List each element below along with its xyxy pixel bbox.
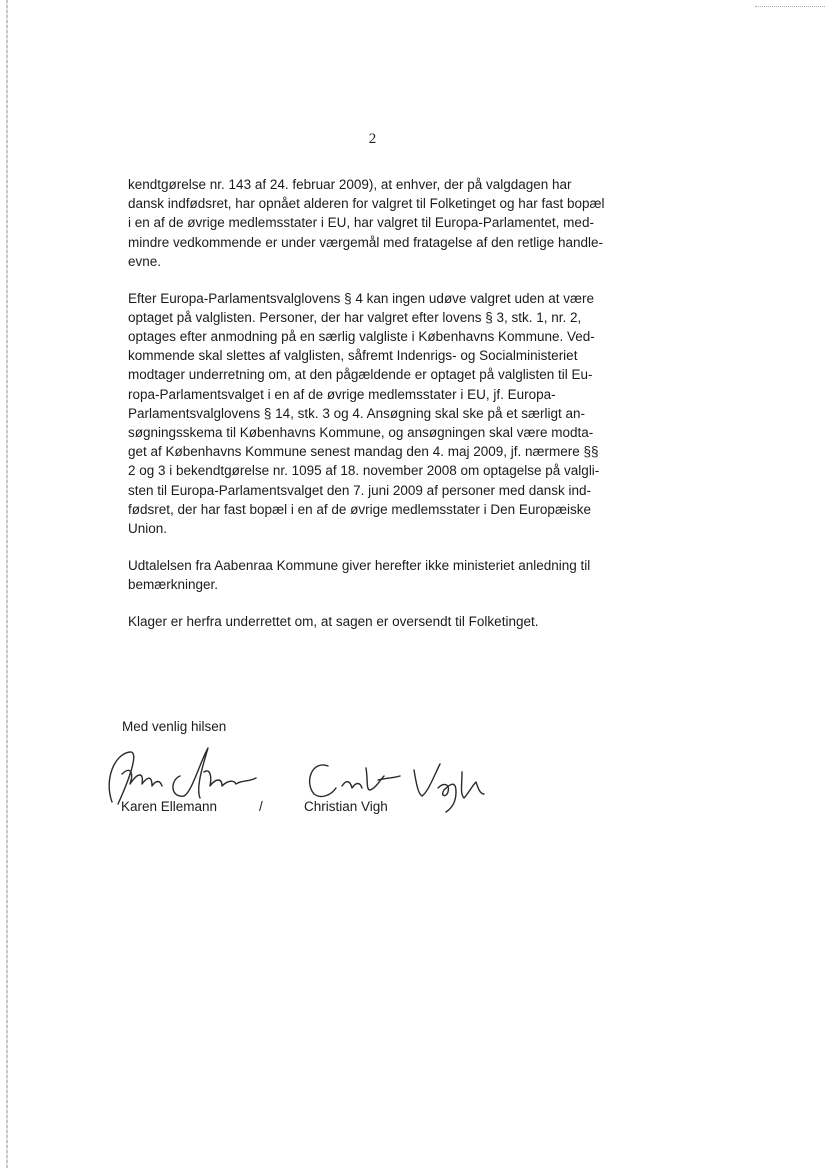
paragraph-eligibility xyxy=(128,175,608,271)
page-number: 2 xyxy=(368,131,377,147)
signatory-name: Karen Ellemann xyxy=(121,799,218,814)
letter-body xyxy=(128,175,608,648)
text-line: søgningsskema til Københavns Kommune, og ansøgningen skal være modta- xyxy=(128,424,594,440)
closing-salutation: Med venlig hilsen xyxy=(122,719,227,734)
signature-karen-ellemann xyxy=(109,748,256,804)
text-line: 2 og 3 i bekendtgørelse nr. 1095 af 18. november 2008 om optagelse på valgli- xyxy=(128,463,600,479)
paragraph-notice xyxy=(128,612,608,631)
text-line: Udtalelsen fra Aabenraa Kommune giver herefter ikke ministeriet anledning til xyxy=(128,557,591,573)
paragraph-statement xyxy=(128,556,608,594)
signatory-separator: / xyxy=(259,799,263,814)
text-line: Efter Europa-Parlamentsvalglovens § 4 kan ingen udøve valgret uden at være xyxy=(128,290,595,306)
text-line: ropa-Parlamentsvalget i en af de øvrige medlemsstater i EU, jf. Europa- xyxy=(128,386,556,402)
text-line: evne. xyxy=(128,253,162,269)
signatory-name: Christian Vigh xyxy=(304,799,388,814)
text-line: dansk indfødsret, har opnået alderen for valgret til Folketinget og har fast bopæl xyxy=(128,196,605,212)
text-line: optages efter anmodning på en særlig valgliste i Københavns Kommune. Ved- xyxy=(128,328,595,344)
text-line: i en af de øvrige medlemsstater i EU, har valgret til Europa-Parlamentet, med- xyxy=(128,215,594,231)
scan-edge-top xyxy=(755,6,825,8)
text-line: Klager er herfra underrettet om, at sagen er oversendt til Folketinget. xyxy=(128,613,539,629)
text-line: fødsret, der har fast bopæl i en af de øvrige medlemsstater i Den Europæiske xyxy=(128,501,591,517)
text-line: sten til Europa-Parlamentsvalget den 7. juni 2009 af personer med dansk ind- xyxy=(128,482,592,498)
text-line: modtager underretning om, at den pågældende er optaget på valglisten til Eu- xyxy=(128,367,593,383)
text-line: bemærkninger. xyxy=(128,576,219,592)
text-line: Union. xyxy=(128,520,168,536)
text-line: mindre vedkommende er under værgemål med fratagelse af den retlige handle- xyxy=(128,234,604,250)
text-line: optaget på valglisten. Personer, der har valgret efter lovens § 3, stk. 1, nr. 2, xyxy=(128,309,582,325)
paragraph-registration xyxy=(128,289,608,539)
text-line: Parlamentsvalglovens § 14, stk. 3 og 4. Ansøgning skal ske på et særligt an- xyxy=(128,405,585,421)
text-line: kommende skal slettes af valglisten, såfremt Indenrigs- og Socialministeriet xyxy=(128,348,578,364)
text-line: kendtgørelse nr. 143 af 24. februar 2009), at enhver, der på valgdagen har xyxy=(128,177,572,192)
scan-edge-left xyxy=(6,0,8,1168)
text-line: get af Københavns Kommune senest mandag den 4. maj 2009, jf. nærmere §§ xyxy=(128,444,599,460)
